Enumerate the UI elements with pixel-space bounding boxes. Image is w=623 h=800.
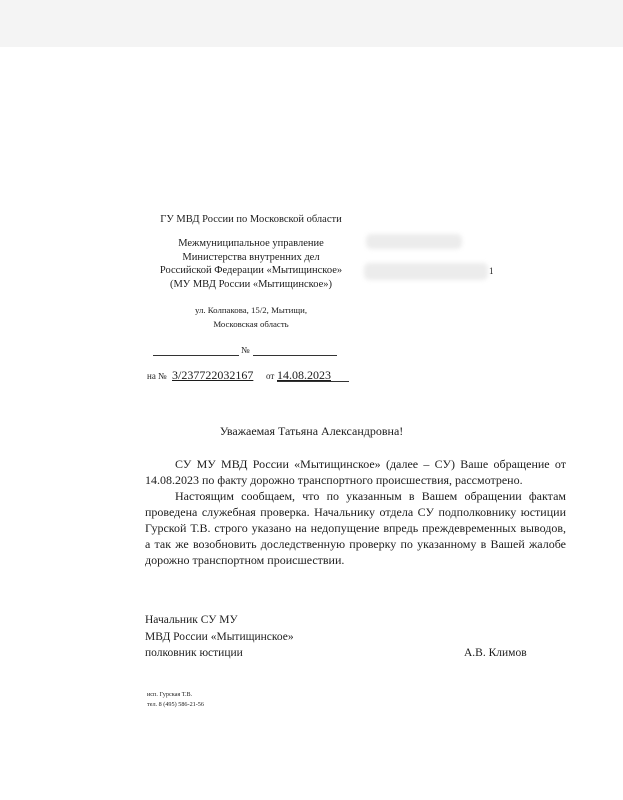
number-sign: № <box>241 345 250 355</box>
executor-footer <box>147 690 204 710</box>
reply-number: 3/237722032167 <box>172 368 254 382</box>
org-line: Межмуниципальное управление <box>178 238 324 249</box>
authority-title: ГУ МВД России по Московской области <box>160 214 342 225</box>
redacted-recipient-name <box>366 234 462 249</box>
signatory-line: МВД России «Мытищинское» <box>145 630 294 643</box>
top-band <box>0 0 623 47</box>
redaction-edge-char: 1 <box>489 266 494 276</box>
executor-phone: тел. 8 (495) 586-21-56 <box>147 701 204 708</box>
reply-from: от <box>266 371 275 381</box>
organization-block <box>140 237 362 291</box>
executor-name: исп. Гурская Т.В. <box>147 691 193 698</box>
org-line: Российской Федерации «Мытищинское» <box>159 265 343 276</box>
body-paragraph: Настоящим сообщаем, что по указанным в Вашем обращении фактам проведена служебная проверка. Начальнику отдела СУ подполковнику юстиции Гурской Т.В. строго указано на недопущение впредь преждевременных выводов, а так же возобновить доследственную проверку по указанному в Вашей жалобе дорожно транспортном происшествии. <box>145 489 566 567</box>
outgoing-date-line <box>153 355 239 356</box>
signatory-line: полковник юстиции <box>145 647 243 659</box>
reply-date: 14.08.2023 <box>277 368 331 382</box>
address-line: ул. Колпакова, 15/2, Мытищи, <box>194 305 308 315</box>
signatory-name: А.В. Климов <box>464 647 527 659</box>
org-line: Министерства внутренних дел <box>182 251 320 263</box>
body-paragraph: СУ МУ МВД России «Мытищинское» (далее – СУ) Ваше обращение от 14.08.2023 по факту дорожно транспортного происшествия, рассмотрено. <box>145 457 566 487</box>
signatory-line: Начальник СУ МУ <box>145 614 238 626</box>
address-block <box>140 304 362 331</box>
signatory-block <box>145 612 294 662</box>
redacted-recipient-address <box>364 263 488 280</box>
address-line: Московская область <box>213 318 289 329</box>
outgoing-number-line <box>253 355 337 356</box>
greeting: Уважаемая Татьяна Александровна! <box>219 424 404 438</box>
org-line: (МУ МВД России «Мытищинское») <box>169 278 333 290</box>
reply-date-underline <box>277 381 349 382</box>
reply-prefix: на № <box>147 371 167 381</box>
